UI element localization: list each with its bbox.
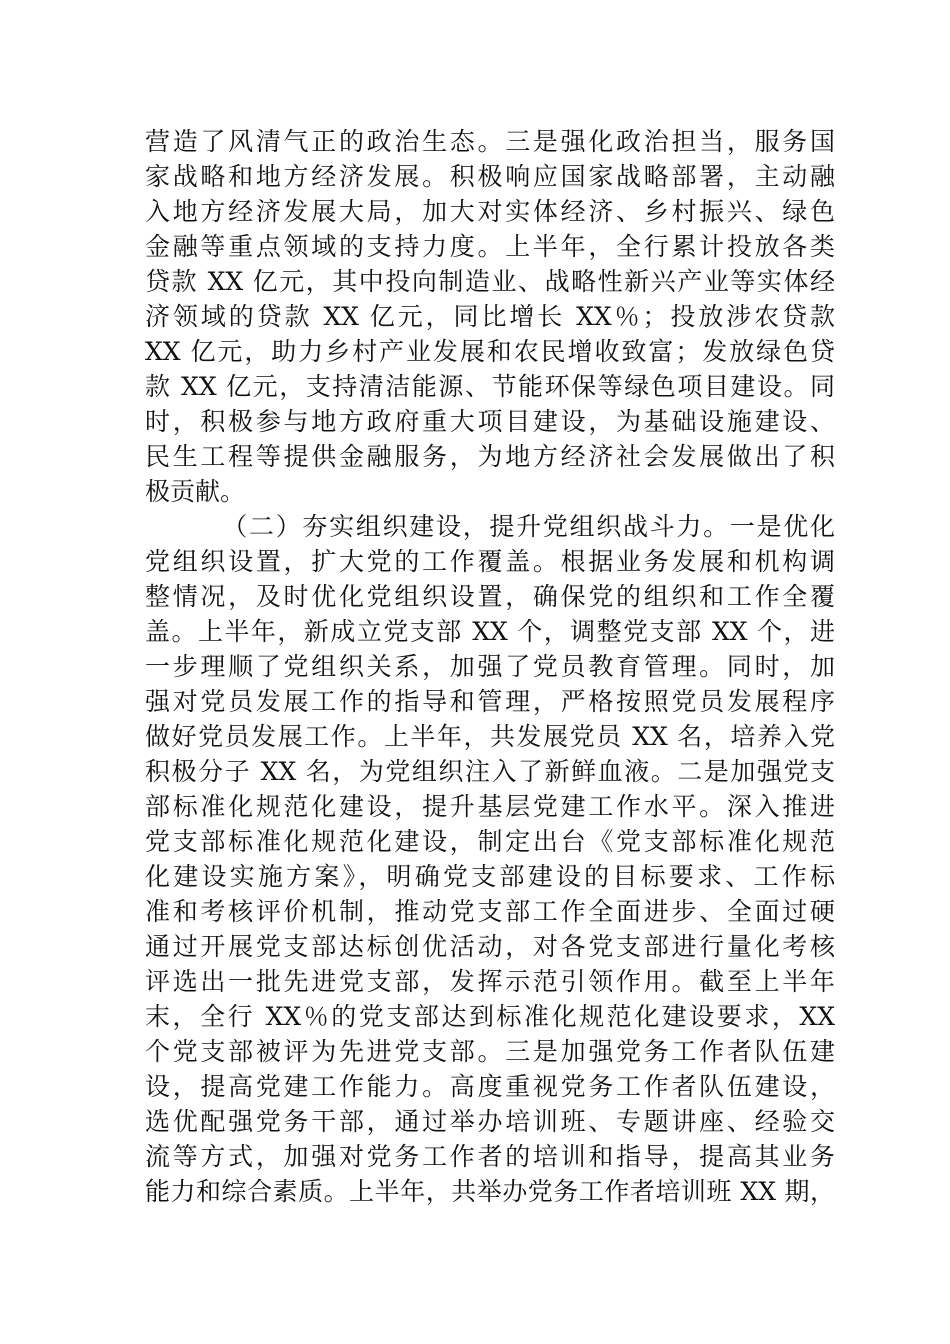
text-line: 时，积极参与地方政府重大项目建设，为基础设施建设、 <box>145 407 835 436</box>
text-line: 党支部标准化规范化建设，制定出台《党支部标准化规范 <box>145 827 835 856</box>
text-line: 贷款 XX 亿元，其中投向制造业、战略性新兴产业等实体经 <box>145 267 835 296</box>
text-line: 流等方式，加强对党务工作者的培训和指导，提高其业务 <box>145 1142 835 1171</box>
text-line: 选优配强党务干部，通过举办培训班、专题讲座、经验交 <box>145 1107 835 1136</box>
text-line: 强对党员发展工作的指导和管理，严格按照党员发展程序 <box>145 687 835 716</box>
text-line: 入地方经济发展大局，加大对实体经济、乡村振兴、绿色 <box>145 197 835 226</box>
text-line: XX 亿元，助力乡村产业发展和农民增收致富；发放绿色贷 <box>145 337 835 366</box>
text-line: 金融等重点领域的支持力度。上半年，全行累计投放各类 <box>145 232 835 261</box>
text-line: 营造了风清气正的政治生态。三是强化政治担当，服务国 <box>145 127 835 156</box>
text-line: 家战略和地方经济发展。积极响应国家战略部署，主动融 <box>145 162 835 191</box>
text-line: 末，全行 XX％的党支部达到标准化规范化建设要求，XX <box>145 1002 835 1031</box>
text-line: 部标准化规范化建设，提升基层党建工作水平。深入推进 <box>145 792 835 821</box>
text-line: 民生工程等提供金融服务，为地方经济社会发展做出了积 <box>145 442 835 471</box>
text-line: 做好党员发展工作。上半年，共发展党员 XX 名，培养入党 <box>145 722 835 751</box>
text-line: 党组织设置，扩大党的工作覆盖。根据业务发展和机构调 <box>145 547 835 576</box>
text-line: 个党支部被评为先进党支部。三是加强党务工作者队伍建 <box>145 1037 835 1066</box>
text-line: 能力和综合素质。上半年，共举办党务工作者培训班 XX 期， <box>145 1177 835 1206</box>
text-line: 设，提高党建工作能力。高度重视党务工作者队伍建设， <box>145 1072 835 1101</box>
text-line: 评选出一批先进党支部，发挥示范引领作用。截至上半年 <box>145 967 835 996</box>
section-heading-line: （二）夯实组织建设，提升党组织战斗力。一是优化 <box>145 512 835 541</box>
text-line: 济领域的贷款 XX 亿元，同比增长 XX％；投放涉农贷款 <box>145 302 835 331</box>
text-line: 积极分子 XX 名，为党组织注入了新鲜血液。二是加强党支 <box>145 757 835 786</box>
text-line: 整情况，及时优化党组织设置，确保党的组织和工作全覆 <box>145 582 835 611</box>
text-line: 一步理顺了党组织关系，加强了党员教育管理。同时，加 <box>145 652 835 681</box>
text-line: 通过开展党支部达标创优活动，对各党支部进行量化考核 <box>145 932 835 961</box>
text-line: 盖。上半年，新成立党支部 XX 个，调整党支部 XX 个，进 <box>145 617 835 646</box>
text-line: 准和考核评价机制，推动党支部工作全面进步、全面过硬 <box>145 897 835 926</box>
text-line: 极贡献。 <box>145 477 246 506</box>
body-text <box>145 124 835 1209</box>
text-line: 款 XX 亿元，支持清洁能源、节能环保等绿色项目建设。同 <box>145 372 835 401</box>
text-line: 化建设实施方案》，明确党支部建设的目标要求、工作标 <box>145 862 835 891</box>
